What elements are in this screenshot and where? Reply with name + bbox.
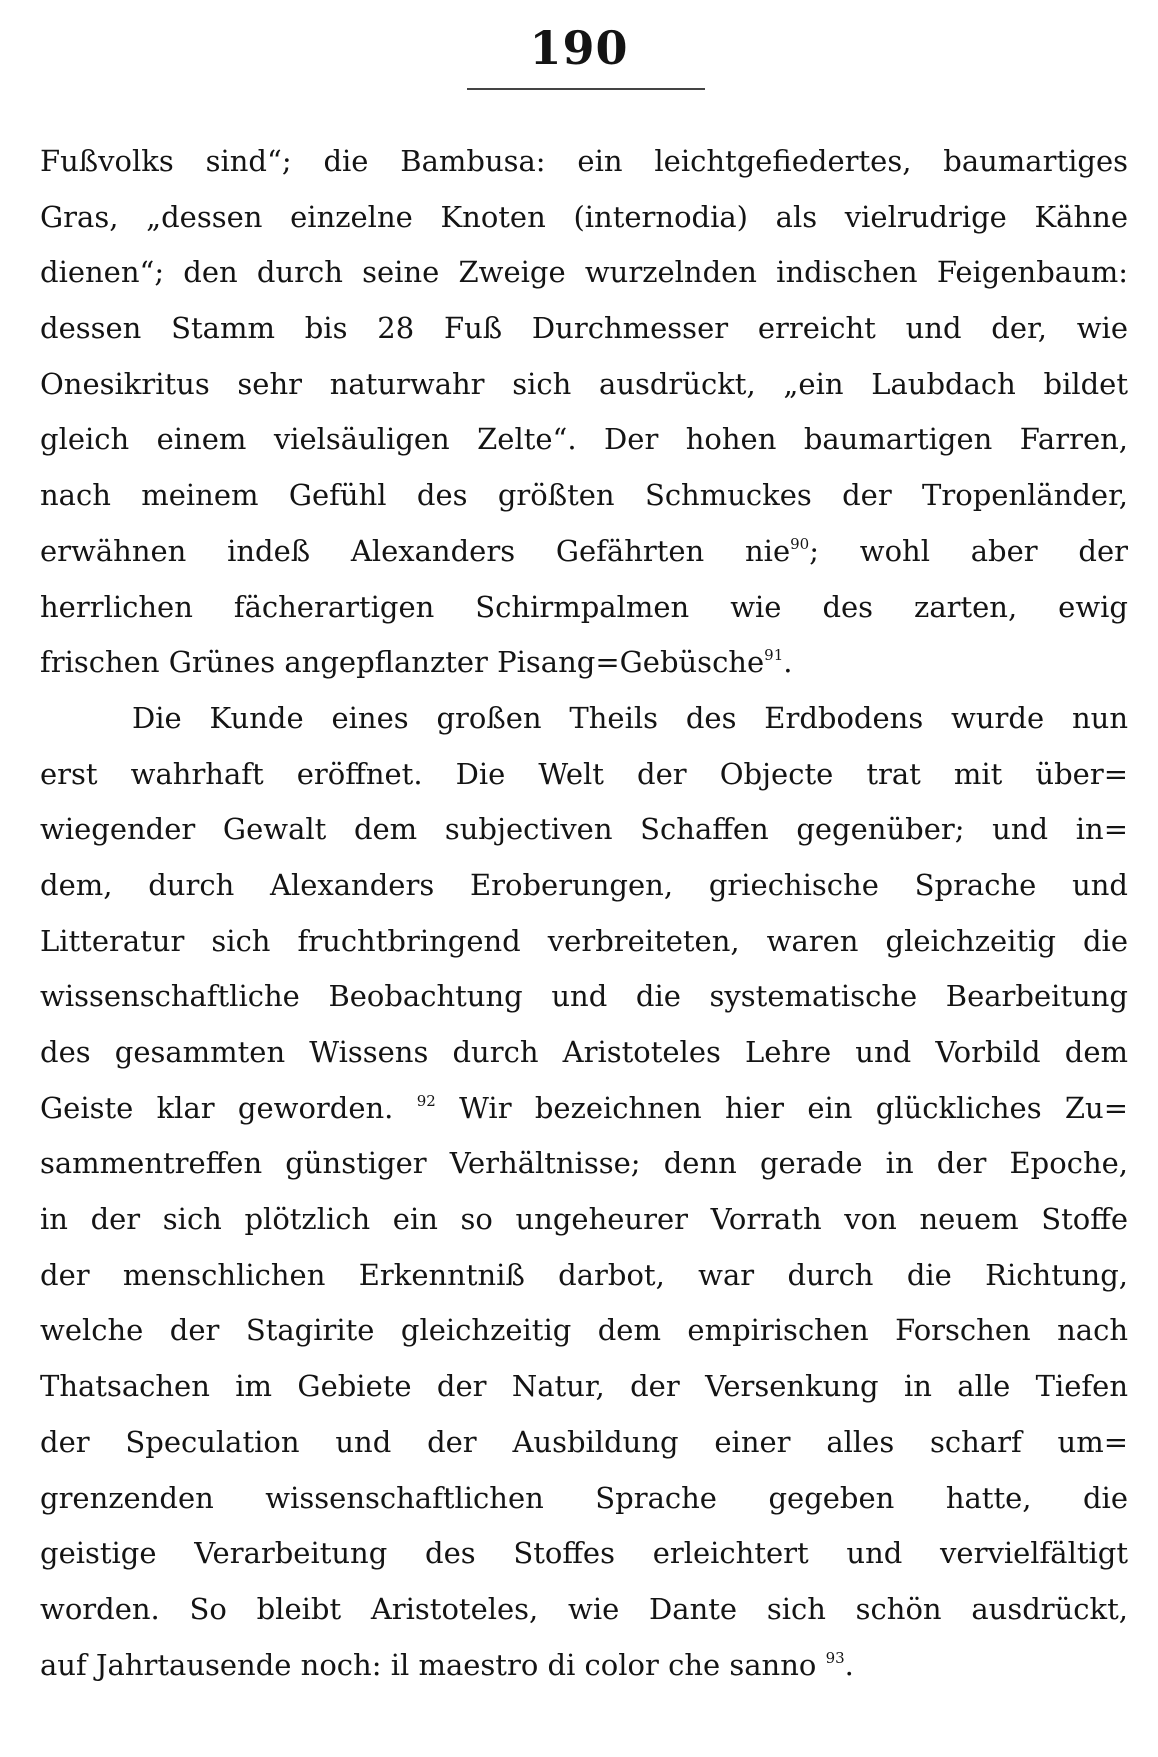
page-number: 190 [529,21,629,75]
text-line: dessen Stamm bis 28 Fuß Durchmesser erreicht und der, wie [40,311,1128,346]
text-line: wissenschaftliche Beobachtung und die systematische Bearbeitung [40,979,1128,1014]
text-segment: auf Jahrtausende noch: il maestro di color che sanno [40,1647,817,1682]
text-line: dem, durch Alexanders Eroberungen, griechische Sprache und [40,867,1128,902]
text-segment: Wir bezeichnen hier ein glückliches Zu= [435,1090,1128,1125]
text-line: dienen“; den durch seine Zweige wurzelnden indischen Feigenbaum: [40,255,1128,290]
text-line: Fußvolks sind“; die Bambusa: ein leichtgefiedertes, baumartiges [40,144,1128,178]
text-line: nach meinem Gefühl des größten Schmuckes der Tropenländer, [40,478,1128,513]
text-line: wiegender Gewalt dem subjectiven Schaffen gegenüber; und in= [40,812,1128,847]
paragraph-1 [40,134,1128,691]
text-line: der Speculation und der Ausbildung einer alles scharf um= [40,1424,1128,1459]
text-line: sammentreffen günstiger Verhältnisse; denn gerade in der Epoche, [40,1146,1128,1181]
text-line: Onesikritus sehr naturwahr sich ausdrückt, „ein Laubdach bildet [40,366,1128,401]
text-segment: . [844,1647,854,1682]
text-line [40,635,1128,691]
footnote-ref: 91 [764,646,784,665]
text-line: geistige Verarbeitung des Stoffes erleichtert und vervielfältigt [40,1536,1128,1571]
text-segment: ; wohl aber der [809,533,1128,568]
text-line: Thatsachen im Gebiete der Natur, der Versenkung in alle Tiefen [40,1369,1128,1404]
text-line: des gesammten Wissens durch Aristoteles Lehre und Vorbild dem [40,1035,1128,1069]
text-line: worden. So bleibt Aristoteles, wie Dante sich schön ausdrückt, [40,1591,1128,1626]
paragraph-2 [40,691,1128,1693]
text-line: Gras, „dessen einzelne Knoten (internodia) als vielrudrige Kähne [40,199,1128,234]
text-line: in der sich plötzlich ein so ungeheurer Vorrath von neuem Stoffe [40,1202,1128,1237]
footnote-ref: 90 [790,534,810,553]
footnote-ref: 92 [416,1091,436,1110]
text-line: gleich einem vielsäuligen Zelte“. Der hohen baumartigen Farren, [40,422,1128,457]
text-line [40,524,1128,580]
text-segment: frischen Grünes angepflanzter Pisang=Gebüsche [40,645,765,680]
text-line: herrlichen fächerartigen Schirmpalmen wie des zarten, ewig [40,589,1128,624]
text-line: der menschlichen Erkenntniß darbot, war durch die Richtung, [40,1257,1128,1292]
footnote-ref: 93 [825,1648,845,1667]
text-line: welche der Stagirite gleichzeitig dem empirischen Forschen nach [40,1313,1128,1348]
text-line: Litteratur sich fruchtbringend verbreiteten, waren gleichzeitig die [40,923,1128,958]
body-text [40,134,1128,1693]
text-segment: . [783,645,793,680]
text-line [40,1638,1128,1694]
text-line: erst wahrhaft eröffnet. Die Welt der Objecte trat mit über= [40,756,1128,791]
text-segment: Geiste klar geworden. [40,1090,394,1125]
text-line [40,1081,1128,1137]
header-rule [467,88,705,90]
text-line: grenzenden wissenschaftlichen Sprache gegeben hatte, die [40,1480,1128,1515]
text-segment: erwähnen indeß Alexanders Gefährten nie [40,533,791,568]
text-line: Die Kunde eines großen Theils des Erdbodens wurde nun [132,700,1128,735]
